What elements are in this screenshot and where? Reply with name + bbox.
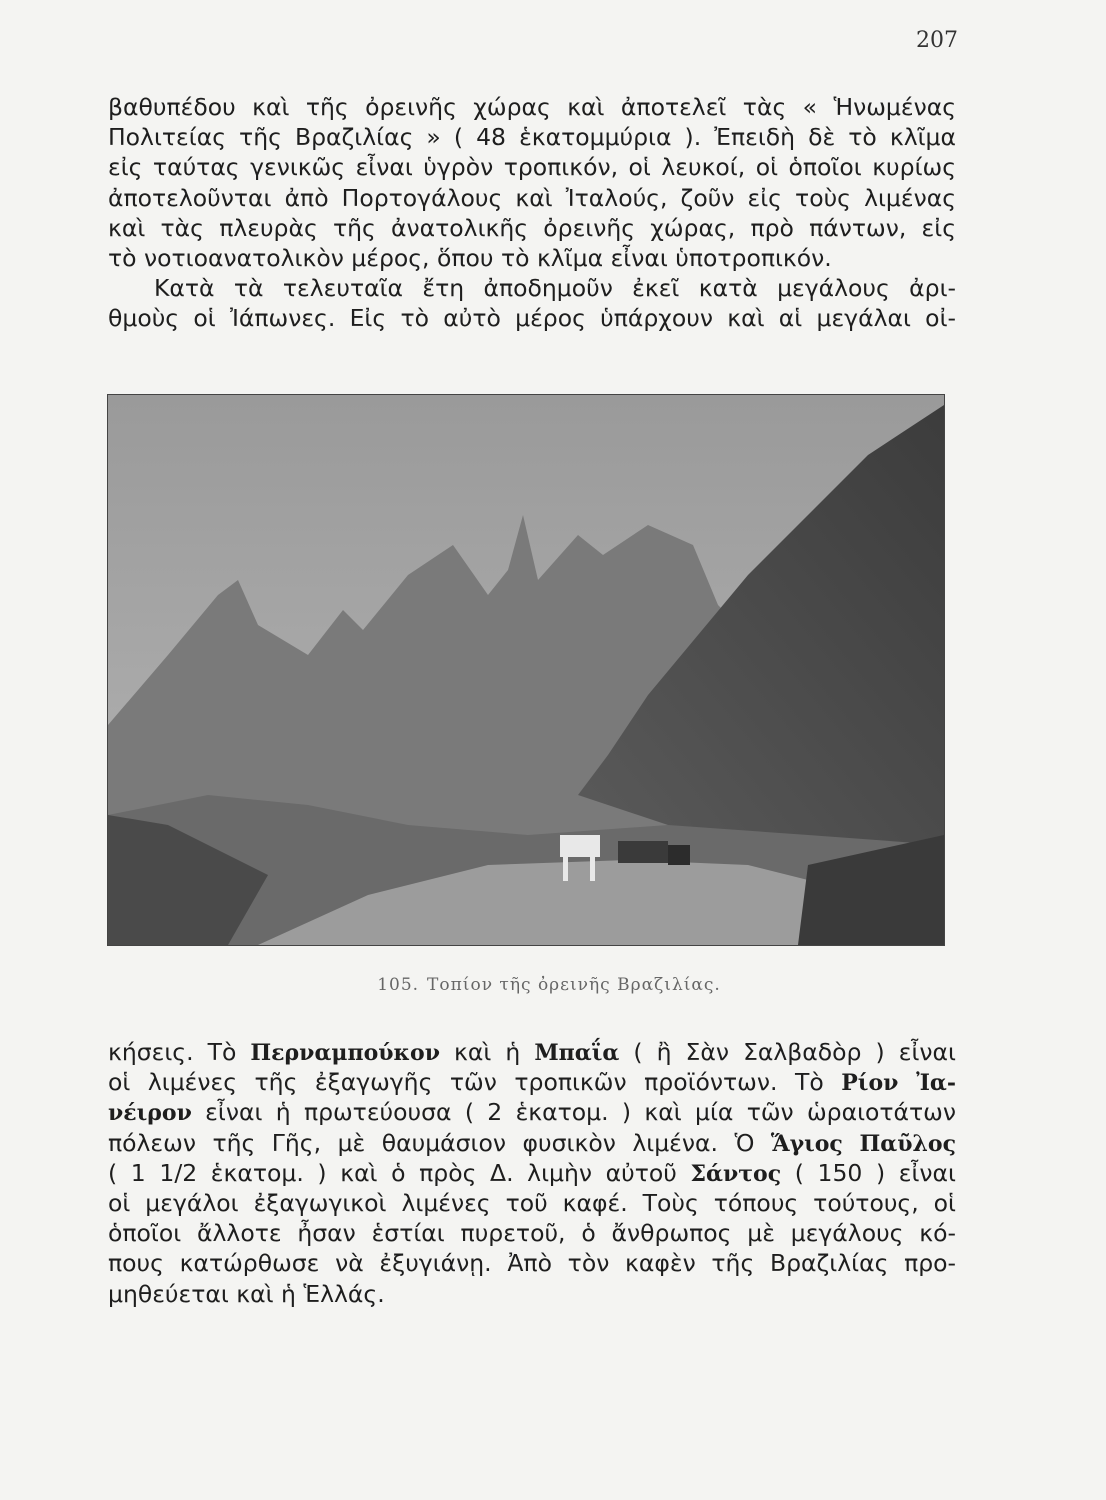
text-line: μηθεύεται καὶ ἡ Ἑλλάς.: [108, 1279, 385, 1308]
text-line: πους κατώρθωσε νὰ ἐξυγιάνῃ. Ἀπὸ τὸν καφὲν τῆς Βραζιλίας προ-: [108, 1249, 956, 1278]
text-run: πόλεων τῆς Γῆς, μὲ θαυμάσιον φυσικὸν λιμένα. Ὁ: [108, 1128, 771, 1157]
text-run: ( 1 1/2 ἑκατομ. ) καὶ ὁ πρὸς Δ. λιμὴν αὐτοῦ: [108, 1158, 691, 1187]
text-line: ἀποτελοῦνται ἀπὸ Πορτογάλους καὶ Ἰταλούς, ζοῦν εἰς τοὺς λιμένας: [108, 183, 956, 212]
text-run: οἱ λιμένες τῆς ἐξαγωγῆς τῶν τροπικῶν προϊόντων. Τὸ: [108, 1068, 842, 1097]
text-run: ( ἢ Σὰν Σαλβαδὸρ ) εἶναι: [619, 1038, 956, 1066]
top-paragraph: [108, 92, 956, 334]
text-line: [108, 1037, 956, 1067]
text-run: εἶναι ἡ πρωτεύουσα ( 2 ἑκατομ. ) καὶ μία τῶν ὡραιοτάτων: [191, 1098, 956, 1127]
horse: [560, 835, 600, 857]
text-run: κήσεις. Τὸ: [108, 1038, 251, 1066]
page-number: 207: [916, 28, 958, 53]
place-name: Περναμπούκον: [250, 1040, 440, 1066]
mule-pack: [668, 845, 690, 865]
text-line: οἱ μεγάλοι ἐξαγωγικοὶ λιμένες τοῦ καφέ. Τοὺς τόπους τούτους, οἱ: [108, 1188, 956, 1217]
text-line: [108, 1128, 956, 1158]
text-line: τὸ νοτιοανατολικὸν μέρος, ὅπου τὸ κλῖμα εἶναι ὑποτροπικόν.: [108, 243, 832, 272]
place-name: Μπαΐα: [534, 1040, 620, 1066]
landscape-photo: [107, 394, 945, 946]
text-line: βαθυπέδου καὶ τῆς ὀρεινῆς χώρας καὶ ἀποτελεῖ τὰς « Ἡνωμένας: [108, 93, 956, 121]
horse-leg: [590, 857, 595, 881]
text-line: καὶ τὰς πλευρὰς τῆς ἀνατολικῆς ὀρεινῆς χώρας, πρὸ πάντων, εἰς: [108, 213, 956, 242]
text-line: εἰς ταύτας γενικῶς εἶναι ὑγρὸν τροπικόν, οἱ λευκοί, οἱ ὁποῖοι κυρίως: [108, 153, 956, 182]
text-line: [108, 1067, 956, 1097]
bottom-paragraph: [108, 1037, 956, 1309]
mountain-illustration: [108, 395, 944, 945]
place-name: Ἅγιος Παῦλος: [770, 1130, 956, 1157]
place-name: νέιρον: [108, 1100, 192, 1127]
text-line: Πολιτείας τῆς Βραζιλίας » ( 48 ἑκατομμύρια ). Ἐπειδὴ δὲ τὸ κλῖμα: [108, 123, 956, 152]
text-line: Κατὰ τὰ τελευταῖα ἔτη ἀποδημοῦν ἐκεῖ κατὰ μεγάλους ἀρι-: [154, 274, 956, 303]
text-line: [108, 1158, 956, 1188]
mule: [618, 841, 668, 863]
text-run: καὶ ἡ: [439, 1038, 535, 1066]
place-name: Σάντος: [690, 1160, 782, 1187]
place-name: Ρίον Ἰα-: [841, 1070, 956, 1097]
text-line: ὁποῖοι ἄλλοτε ἦσαν ἑστίαι πυρετοῦ, ὁ ἄνθρωπος μὲ μεγάλους κό-: [108, 1219, 956, 1248]
horse-leg: [563, 857, 568, 881]
text-run: ( 150 ) εἶναι: [781, 1158, 957, 1187]
text-line: θμοὺς οἱ Ἰάπωνες. Εἰς τὸ αὐτὸ μέρος ὑπάρχουν καὶ αἱ μεγάλαι οἰ-: [108, 304, 956, 333]
figure-caption-text: Τοπίον τῆς ὀρεινῆς Βραζιλίας.: [427, 975, 721, 995]
figure-caption: [0, 975, 1106, 995]
figure-number: 105.: [377, 975, 420, 995]
text-line: [108, 1097, 956, 1127]
